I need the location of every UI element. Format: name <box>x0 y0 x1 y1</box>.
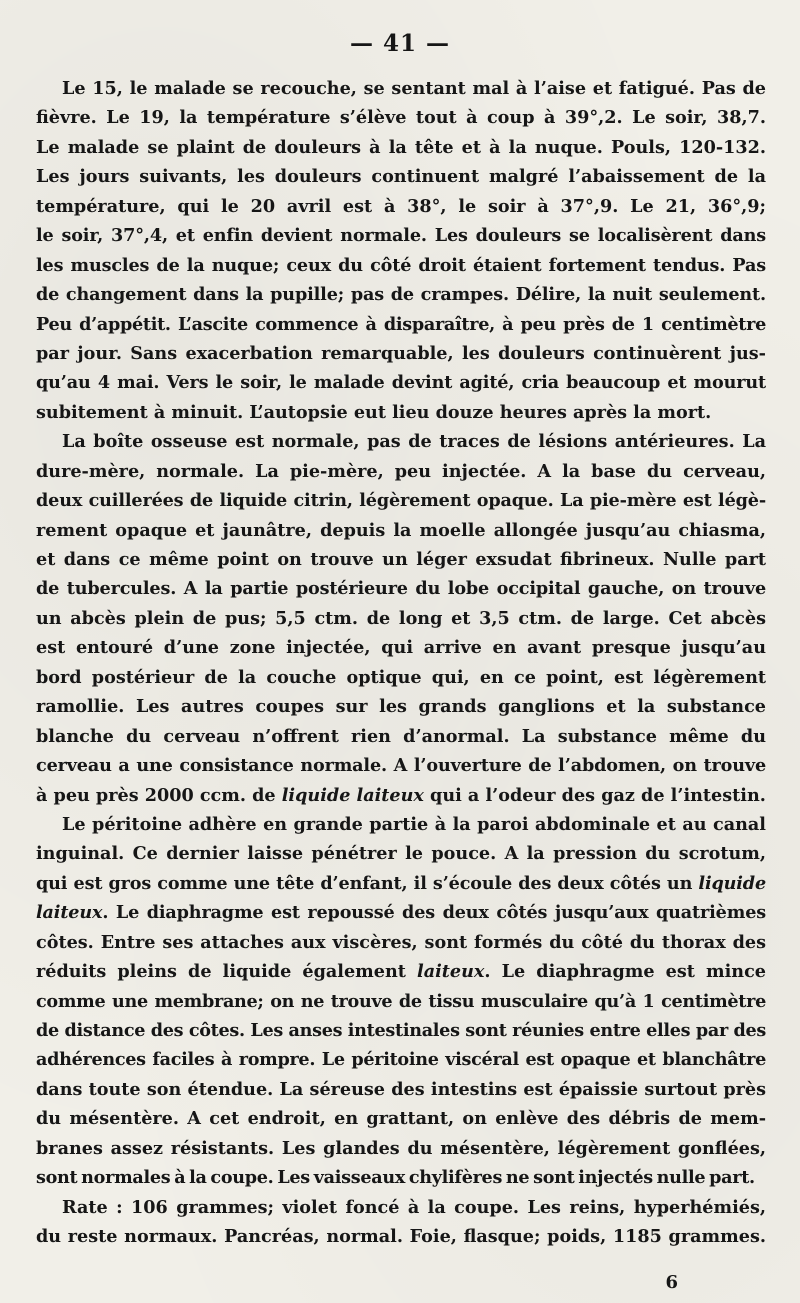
signature-mark: 6 <box>665 1272 678 1293</box>
text-line: de tubercules. A la partie postérieure du lobe occipital gauche, on trouve <box>36 578 766 600</box>
text-line: subitement à minuit. L’autopsie eut lieu douze heures après la mort. <box>36 401 712 423</box>
text-line: dans toute son étendue. La séreuse des intestins est épaissie surtout près <box>36 1078 766 1100</box>
text-line: du mésentère. A cet endroit, en grattant, on enlève des débris de mem- <box>36 1108 766 1130</box>
text-line: sont normales à la coupe. Les vaisseaux chylifères ne sont injectés nulle part. <box>36 1167 755 1189</box>
text-line <box>36 957 766 986</box>
text-line: bord postérieur de la couche optique qui, en ce point, est légèrement <box>36 666 766 688</box>
text-span: . Le diaphragme est repoussé des deux côtés jusqu’aux quatrièmes <box>102 902 766 924</box>
text-line: les muscles de la nuque; ceux du côté droit étaient fortement tendus. Pas <box>36 254 766 276</box>
text-line: Le malade se plaint de douleurs à la tête et à la nuque. Pouls, 120-132. <box>36 136 766 158</box>
text-line: le soir, 37°,4, et enfin devient normale. Les douleurs se localisèrent dans <box>36 225 766 247</box>
text-line: Les jours suivants, les douleurs continuent malgré l’abaissement de la <box>36 166 766 188</box>
text-line: température, qui le 20 avril est à 38°, le soir à 37°,9. Le 21, 36°,9; <box>36 195 766 217</box>
text-line: par jour. Sans exacerbation remarquable, les douleurs continuèrent jus- <box>36 342 766 364</box>
text-span: qui est gros comme une tête d’enfant, il s’écoule des deux côtés un <box>36 872 699 894</box>
text-span: à peu près 2000 ccm. de <box>36 784 282 806</box>
text-span: réduits pleins de liquide également <box>36 961 418 983</box>
text-line: cerveau a une consistance normale. A l’ouverture de l’abdomen, on trouve <box>36 755 766 777</box>
text-line: Le 15, le malade se recouche, se sentant mal à l’aise et fatigué. Pas de <box>62 78 766 99</box>
text-line: deux cuillerées de liquide citrin, légèrement opaque. La pie-mère est légè- <box>36 490 766 512</box>
text-line: La boîte osseuse est normale, pas de traces de lésions antérieures. La <box>62 431 766 453</box>
italic-span: laiteux <box>417 961 485 983</box>
text-line: rement opaque et jaunâtre, depuis la moelle allongée jusqu’au chiasma, <box>36 519 766 541</box>
text-line: Rate : 106 grammes; violet foncé à la coupe. Les reins, hyperhémiés, <box>62 1196 766 1218</box>
italic-span: liquide laiteux <box>281 784 424 806</box>
text-line <box>36 781 766 810</box>
text-span: qui a l’odeur des gaz de l’intestin. <box>423 784 766 806</box>
text-line: et dans ce même point on trouve un léger exsudat fibrineux. Nulle part <box>36 549 766 570</box>
text-line: inguinal. Ce dernier laisse pénétrer le pouce. A la pression du scrotum, <box>36 843 766 865</box>
text-line: Peu d’appétit. L’ascite commence à disparaître, à peu près de 1 centimètre <box>36 313 766 335</box>
text-line: ramollie. Les autres coupes sur les grands ganglions et la substance <box>36 696 766 718</box>
text-line: Le péritoine adhère en grande partie à la paroi abdominale et au canal <box>62 813 766 835</box>
text-line: côtes. Entre ses attaches aux viscères, sont formés du côté du thorax des <box>36 931 766 953</box>
text-line: branes assez résistants. Les glandes du mésentère, légèrement gonflées, <box>36 1137 766 1159</box>
text-span: . Le diaphragme est mince <box>484 961 766 983</box>
italic-span: liquide <box>698 872 766 894</box>
page-number: — 41 — <box>349 30 451 57</box>
text-line: un abcès plein de pus; 5,5 ctm. de long et 3,5 ctm. de large. Cet abcès <box>36 607 766 629</box>
text-line: qu’au 4 mai. Vers le soir, le malade devint agité, cria beaucoup et mourut <box>36 372 766 394</box>
text-line: blanche du cerveau n’offrent rien d’anormal. La substance même du <box>36 725 766 747</box>
text-line: de distance des côtes. Les anses intestinales sont réunies entre elles par des <box>36 1020 766 1041</box>
body-text <box>36 74 766 1252</box>
text-line <box>36 869 766 898</box>
text-line: fièvre. Le 19, la température s’élève tout à coup à 39°,2. Le soir, 38,7. <box>36 107 766 129</box>
text-line <box>36 898 766 927</box>
text-line: adhérences faciles à rompre. Le péritoine viscéral est opaque et blanchâtre <box>36 1049 766 1071</box>
text-line: comme une membrane; on ne trouve de tissu musculaire qu’à 1 centimètre <box>36 990 766 1012</box>
text-line: du reste normaux. Pancréas, normal. Foie, flasque; poids, 1185 grammes. <box>36 1226 766 1248</box>
text-line: de changement dans la pupille; pas de crampes. Délire, la nuit seulement. <box>36 284 766 306</box>
italic-span: laiteux <box>36 902 103 924</box>
text-line: dure-mère, normale. La pie-mère, peu injectée. A la base du cerveau, <box>36 460 766 482</box>
text-line: est entouré d’une zone injectée, qui arrive en avant presque jusqu’au <box>36 637 766 659</box>
